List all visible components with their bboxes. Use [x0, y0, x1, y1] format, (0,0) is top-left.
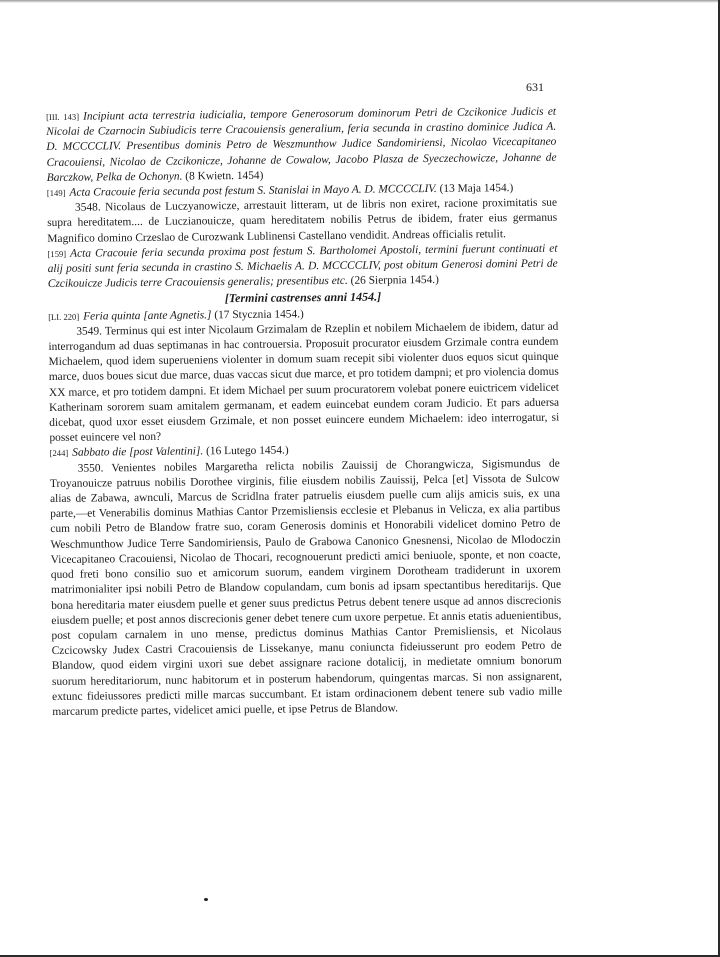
text-body: [46, 105, 562, 720]
entry-reference: [159]: [47, 248, 67, 259]
entry-text: 3549. Terminus qui est inter Nicolaum Grzimalam de Rzeplin et nobilem Michaelem de ibidem, datur ad interrogandum ad duas septimanas in hac controuersia. Proposuit procurator eiusdem Grzimale contra eundem Michaelem, quod idem superueniens violenter in domum suam recepit sibi violenter duos equos sicut quinque marce, duos boues sicut due marce, duas vaccas sicut due marce, et pro totidem dampni; et pro violencia domus XX marce, et pro totidem dampni. Et idem Michael per suum procuratorem volebat ponere euictricem videlicet Katherinam sororem suam amitalem germanam, et eadem euincebat eundem coram Judicio. Et pars aduersa dicebat, quod uxor esset eiusdem Grzimale, et non posset euincere eundem Michaelem: ideo interrogatur, si posset euincere vel non?: [48, 320, 560, 445]
entry-reference: [149]: [46, 187, 66, 199]
entry-heading-italic: Feria quinta [ante Agnetis.]: [83, 308, 212, 323]
entry-date: (17 Stycznia 1454.): [211, 307, 304, 321]
entry-text: 3548. Nicolaus de Luczyanowicze, arrestauit litteram, ut de libris non exiret, racione proximitatis sue supra hereditatem.... de Luczianouicze, quam hereditatem nobilis Petrus de ibidem, frater eius germanus Magnifico domino Crzeslao de Curozwank Lublinensi Castellano vendidit. Andreas officialis retulit.: [47, 196, 558, 245]
entry-3550: [50, 456, 563, 720]
entry-text: 3550. Venientes nobiles Margaretha relicta nobilis Zauissij de Chorangwicza, Sigismundus de Troyanouicze patruus nobilis Dorothee virginis, filie eiusdem nobilis Zauissij, Pelca [et] Vissota de Sulcow alias de Zabawa, awnculi, Marcus de Scridlna frater patruelis eiusdem puelle cum alijs amicis suis, ex una parte,—et Venerabilis dominus Mathias Cantor Przemisliensis ecclesie et Plebanus in Velicza, ex alia partibus cum nobili Petro de Blandow fratre suo, coram Generosis dominis et Honorabili videlicet domino Petro de Weschmunthow Judice Terre Sandomiriensis, Paulo de Grabowa Canonico Gnesnensi, Nicolao de Mlodoczin Vicecapitaneo Cracouiensi, Nicolao de Thocari, recognouerunt predicti amici beniuole, sponte, et non coacte, quod freti bono consilio suo et amicorum suorum, eandem virginem Dorotheam tradiderunt in uxorem matrimonialiter ipsi nobili Petro de Blandow copulandam, cum bonis ad ipsam spectantibus hereditarijs. Que bona hereditaria mater eiusdem puelle et gener suus predictus Petrus debent tenere usque ad annos discrecionis eiusdem puelle; et post annos discrecionis gener debet tenere cum uxore perpetue. Et annis etatis aduenientibus, post copulam carnalem in uno mense, predictus dominus Mathias Cantor Premisliensis, et Nicolaus Czcicowsky Judex Castri Cracouiensis de Lissekanye, manu coniuncta fideiusserunt pro eodem Petro de Blandow, quod eidem virgini uxori sue debet assignare racione dotalicij, in medietate omnium bonorum suorum hereditariorum, nunc habitorum et in posterum habendorum, quingentas marcas. Si non assignarent, extunc fideiussores predicti mille marcas succumbant. Et istam ordinacionem debent tenere sub vadio mille marcarum predicte partes, videlicet amici puelle, et ipse Petrus de Blandow.: [49, 457, 563, 718]
page-number: 631: [526, 80, 544, 94]
entry-iii-143: [46, 105, 557, 186]
scan-speck: [204, 898, 208, 901]
entry-heading-italic: Acta Cracouie feria secunda post festum S. Stanislai in Mayo A. D. MCCCCLIV.: [69, 182, 437, 199]
entry-heading-italic: Sabbato die [post Valentini].: [72, 445, 204, 460]
entry-reference: [LI. 220]: [48, 311, 80, 322]
entry-date: (13 Maja 1454.): [436, 182, 514, 195]
entry-heading-italic: Acta Cracouie feria secunda proxima post festum S. Bartholomei Apostoli, termini fuerunt continuati et alij positi sunt feria secunda in crastino S. Michaelis A. D. MCCCCLIV, post obitum Generosi domini Petri de Czcikouicze Judicis terre Cracouiensis generalis; presentibus etc.: [47, 242, 558, 291]
entry-reference: [244]: [49, 448, 69, 459]
entry-date: (16 Lutego 1454.): [203, 444, 289, 458]
entry-3548: [47, 196, 557, 247]
entry-heading-italic: Incipiunt acta terrestria iudicialia, tempore Generosorum dominorum Petri de Czcikonice Judicis et Nicolai de Czarnocin Subiudicis terre Cracouiensis generalium, feria secunda in crastino dominice Judica A. D. MCCCCLIV. Presentibus dominis Petro de Weszmunthow Judice Sandomiriensi, Nicolao Vicecapitaneo Cracouiensi, Nicolao de Czcikonicze, Johanne de Cowalow, Jacobo Plasza de Syeczechowicze, Johanne de Barczkow, Pelka de Ochonyn.: [46, 105, 557, 184]
entry-date: (8 Kwietn. 1454): [182, 169, 264, 183]
entry-date: (26 Sierpnia 1454.): [347, 274, 439, 288]
entry-reference: [III. 143]: [46, 111, 80, 122]
entry-159: [47, 241, 557, 292]
section-heading: [Termini castrenses anni 1454.]: [224, 289, 382, 306]
entry-3549: [48, 319, 559, 446]
page-top-edge: [0, 0, 718, 3]
